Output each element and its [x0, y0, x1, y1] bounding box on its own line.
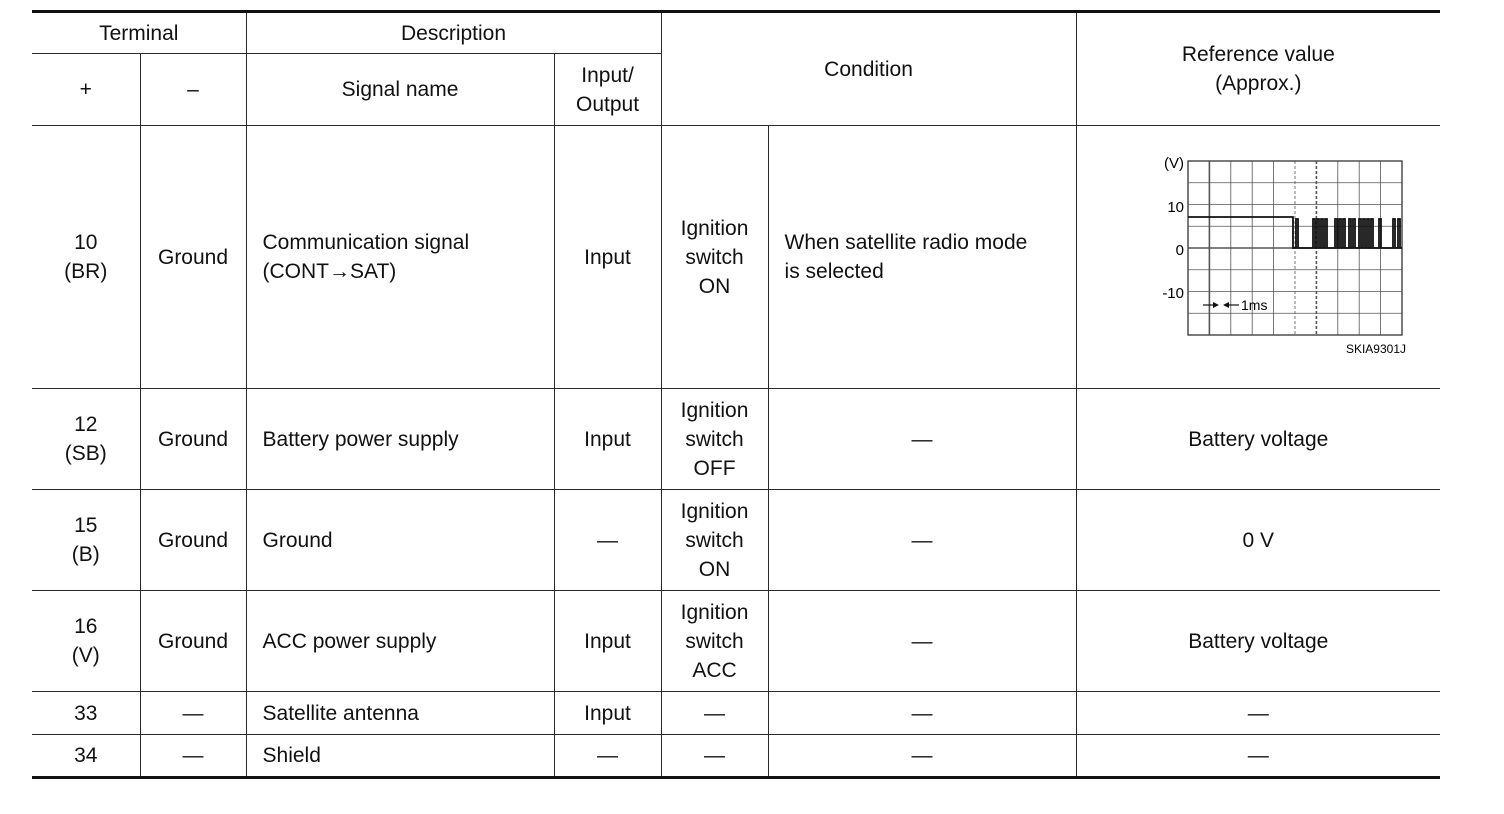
waveform-unit-label: (V) — [1164, 155, 1185, 172]
terminal-plus: 16 (V) — [32, 591, 140, 692]
condition-detail: — — [768, 389, 1076, 490]
table-row — [32, 692, 1440, 735]
condition-switch: Ignition switch ACC — [661, 591, 768, 692]
table-row — [32, 735, 1440, 778]
signal-name: Ground — [246, 490, 554, 591]
terminal-reference-table — [32, 10, 1440, 779]
signal-name: ACC power supply — [246, 591, 554, 692]
header-terminal: Terminal — [32, 12, 246, 54]
header-description: Description — [246, 12, 661, 54]
reference-value: 0 V — [1076, 490, 1440, 591]
condition-detail: — — [768, 692, 1076, 735]
condition-switch: Ignition switch ON — [661, 490, 768, 591]
figure-code: SKIA9301J — [1346, 342, 1407, 356]
header-minus: – — [140, 54, 246, 126]
header-plus: + — [32, 54, 140, 126]
terminal-minus: Ground — [140, 126, 246, 389]
terminal-minus: Ground — [140, 389, 246, 490]
terminal-minus: Ground — [140, 490, 246, 591]
time-scale-label: 1ms — [1241, 297, 1268, 313]
table-row — [32, 389, 1440, 490]
input-output: Input — [554, 692, 661, 735]
condition-switch: — — [661, 735, 768, 778]
signal-name: Communication signal (CONT→SAT) — [246, 126, 554, 389]
header-reference-value: Reference value (Approx.) — [1076, 12, 1440, 126]
input-output: Input — [554, 389, 661, 490]
reference-value: — — [1076, 692, 1440, 735]
table-row — [32, 591, 1440, 692]
terminal-minus: — — [140, 735, 246, 778]
terminal-minus: — — [140, 692, 246, 735]
condition-switch: — — [661, 692, 768, 735]
condition-switch: Ignition switch ON — [661, 126, 768, 389]
signal-name: Battery power supply — [246, 389, 554, 490]
condition-detail: When satellite radio mode is selected — [768, 126, 1076, 389]
waveform-tick-10: 10 — [1167, 199, 1185, 216]
input-output: — — [554, 735, 661, 778]
header-input-output: Input/ Output — [554, 54, 661, 126]
terminal-plus: 15 (B) — [32, 490, 140, 591]
input-output: Input — [554, 591, 661, 692]
terminal-plus: 34 — [32, 735, 140, 778]
condition-switch: Ignition switch OFF — [661, 389, 768, 490]
condition-detail: — — [768, 591, 1076, 692]
time-scale-marker — [1203, 297, 1267, 313]
table-row — [32, 126, 1440, 389]
waveform-tick-0: 0 — [1175, 242, 1185, 259]
terminal-plus: 12 (SB) — [32, 389, 140, 490]
reference-waveform — [1076, 126, 1440, 389]
input-output: Input — [554, 126, 661, 389]
terminal-plus: 33 — [32, 692, 140, 735]
header-signal-name: Signal name — [246, 54, 554, 126]
reference-value: Battery voltage — [1076, 591, 1440, 692]
terminal-plus: 10 (BR) — [32, 126, 140, 389]
condition-detail: — — [768, 735, 1076, 778]
header-condition: Condition — [661, 12, 1076, 126]
input-output: — — [554, 490, 661, 591]
reference-value: — — [1076, 735, 1440, 778]
table-row — [32, 490, 1440, 591]
signal-name: Shield — [246, 735, 554, 778]
reference-value: Battery voltage — [1076, 389, 1440, 490]
signal-name: Satellite antenna — [246, 692, 554, 735]
terminal-minus: Ground — [140, 591, 246, 692]
waveform-tick-minus-10: -10 — [1162, 285, 1185, 302]
condition-detail: — — [768, 490, 1076, 591]
waveform-figure — [1108, 147, 1408, 367]
